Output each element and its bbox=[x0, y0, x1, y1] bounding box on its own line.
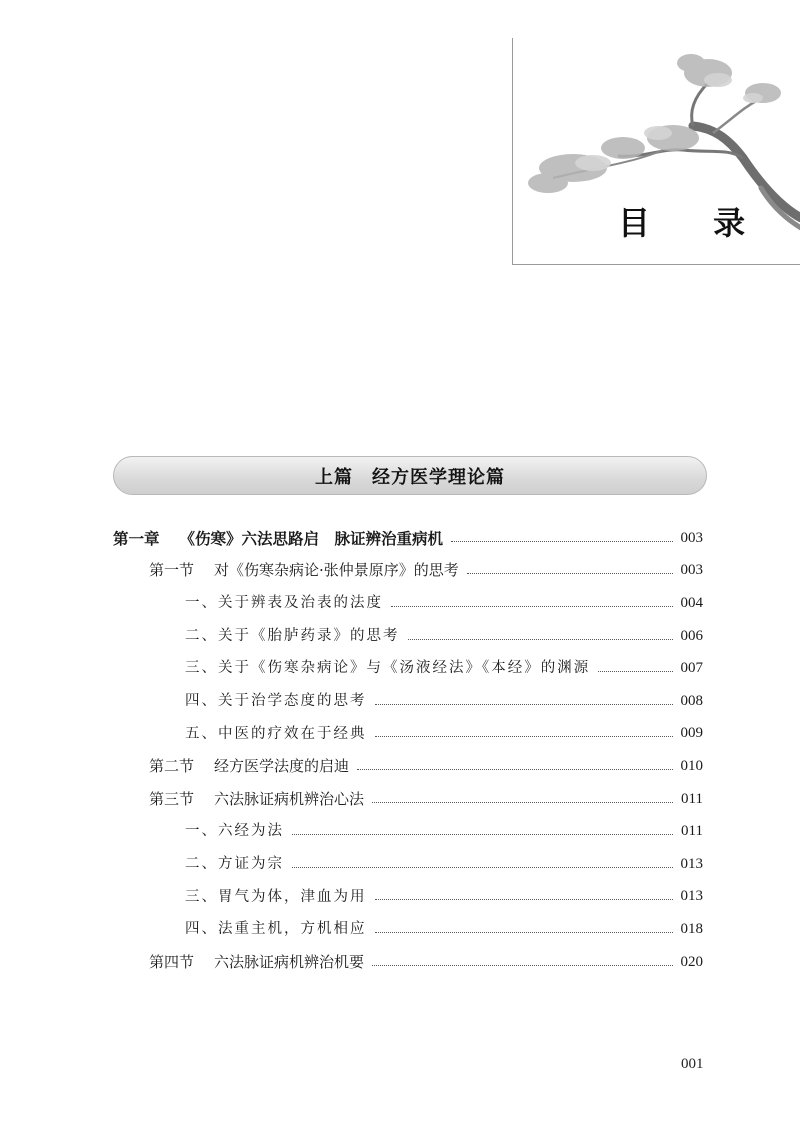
page-number: 001 bbox=[681, 1056, 704, 1072]
toc-entry-title: 《伤寒》六法思路启 脉证辨治重病机 bbox=[179, 528, 444, 548]
toc-entry-title: 一、六经为法 bbox=[185, 823, 284, 840]
toc-entry-section[interactable] bbox=[113, 783, 703, 816]
toc-entry-page: 013 bbox=[680, 855, 703, 872]
toc-entry-page: 007 bbox=[680, 660, 703, 677]
dot-leader bbox=[292, 834, 673, 835]
toc-entry-page: 006 bbox=[680, 627, 703, 644]
toc-entry-page: 011 bbox=[681, 823, 703, 840]
dot-leader bbox=[375, 736, 673, 737]
dot-leader bbox=[375, 899, 673, 900]
toc-entry-title: 四、法重主机，方机相应 bbox=[185, 921, 367, 938]
toc-entry-number: 第一节 bbox=[149, 561, 195, 580]
dot-leader bbox=[408, 639, 673, 640]
dot-leader bbox=[375, 704, 673, 705]
toc-entry-section[interactable] bbox=[113, 555, 703, 588]
toc-entry-chapter[interactable] bbox=[113, 522, 703, 555]
dot-leader bbox=[467, 573, 673, 574]
dot-leader bbox=[375, 932, 673, 933]
toc-entry-title: 五、中医的疗效在于经典 bbox=[185, 725, 367, 742]
toc-entry-page: 009 bbox=[680, 725, 703, 742]
dot-leader bbox=[372, 802, 673, 803]
toc-entry-subsection[interactable] bbox=[113, 620, 703, 653]
toc-entry-title: 一、关于辨表及治表的法度 bbox=[185, 595, 383, 612]
toc-entry-subsection[interactable] bbox=[113, 718, 703, 751]
toc-entry-title: 对《伤寒杂病论·张仲景原序》的思考 bbox=[214, 561, 459, 580]
toc-entry-title: 经方医学法度的启迪 bbox=[214, 756, 350, 775]
toc-entry-title: 三、胃气为体，津血为用 bbox=[185, 888, 367, 905]
toc-entry-number: 第三节 bbox=[149, 789, 195, 808]
toc-heading: 目 录 bbox=[618, 204, 772, 242]
toc-entry-title: 三、关于《伤寒杂病论》与《汤液经法》《本经》的渊源 bbox=[185, 660, 591, 677]
dot-leader bbox=[451, 541, 672, 542]
toc-entry-page: 010 bbox=[680, 757, 703, 774]
toc-entry-page: 008 bbox=[680, 692, 703, 709]
toc-entry-number: 第二节 bbox=[149, 756, 195, 775]
toc-entry-subsection[interactable] bbox=[113, 587, 703, 620]
toc-entry-number: 第四节 bbox=[149, 952, 195, 971]
toc-entry-page: 011 bbox=[681, 790, 703, 807]
toc-entry-page: 013 bbox=[680, 888, 703, 905]
toc-entry-page: 018 bbox=[680, 920, 703, 937]
table-of-contents bbox=[113, 522, 703, 978]
toc-entry-page: 003 bbox=[680, 529, 703, 546]
toc-entry-title: 六法脉证病机辨治心法 bbox=[214, 789, 365, 808]
toc-entry-number: 第一章 bbox=[113, 528, 160, 548]
toc-entry-page: 020 bbox=[680, 953, 703, 970]
header-box bbox=[512, 38, 800, 265]
dot-leader bbox=[357, 769, 672, 770]
toc-entry-page: 003 bbox=[680, 562, 703, 579]
toc-entry-title: 二、关于《胎胪药录》的思考 bbox=[185, 627, 400, 644]
toc-entry-section[interactable] bbox=[113, 946, 703, 979]
dot-leader bbox=[391, 606, 673, 607]
dot-leader bbox=[372, 965, 672, 966]
toc-entry-subsection[interactable] bbox=[113, 913, 703, 946]
dot-leader bbox=[292, 867, 673, 868]
toc-entry-page: 004 bbox=[680, 594, 703, 611]
toc-entry-subsection[interactable] bbox=[113, 881, 703, 914]
part-title: 上篇 经方医学理论篇 bbox=[315, 466, 505, 488]
toc-entry-subsection[interactable] bbox=[113, 848, 703, 881]
part-banner bbox=[113, 456, 707, 495]
toc-entry-subsection[interactable] bbox=[113, 652, 703, 685]
toc-entry-subsection[interactable] bbox=[113, 685, 703, 718]
toc-entry-section[interactable] bbox=[113, 750, 703, 783]
toc-entry-title: 六法脉证病机辨治机要 bbox=[214, 952, 365, 971]
dot-leader bbox=[598, 671, 672, 672]
toc-entry-title: 四、关于治学态度的思考 bbox=[185, 693, 367, 710]
toc-entry-title: 二、方证为宗 bbox=[185, 855, 284, 872]
toc-entry-subsection[interactable] bbox=[113, 815, 703, 848]
